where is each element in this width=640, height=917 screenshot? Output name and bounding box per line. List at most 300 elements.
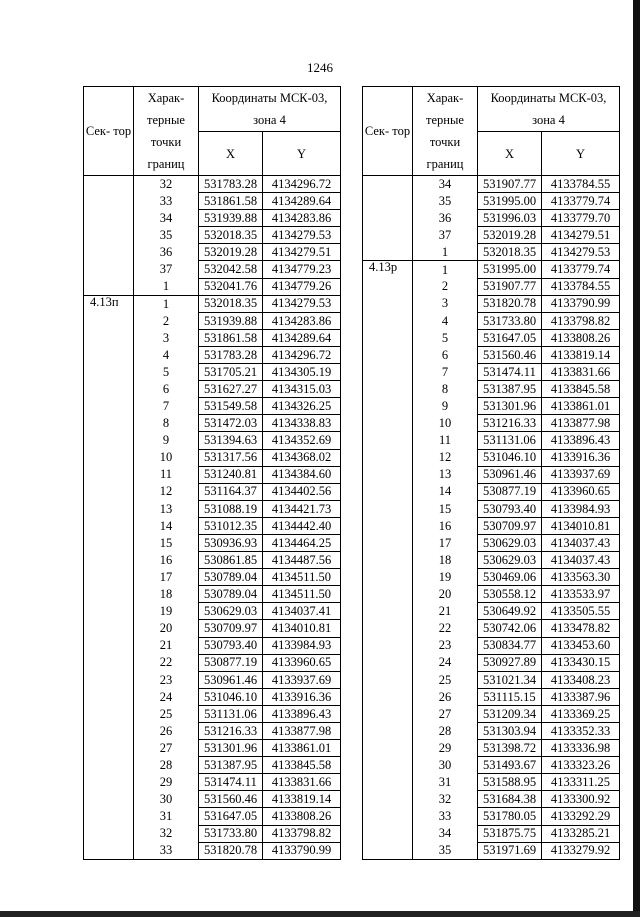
y-coordinate-cell: 4133336.98 (542, 740, 620, 757)
table-row (84, 364, 341, 381)
x-coordinate-cell: 531971.69 (478, 842, 542, 859)
y-coordinate-cell: 4134279.53 (263, 227, 341, 244)
y-coordinate-cell: 4134296.72 (263, 346, 341, 363)
x-coordinate-cell: 530709.97 (199, 620, 263, 637)
x-coordinate-cell: 531474.11 (478, 364, 542, 381)
sector-cell (363, 740, 413, 757)
header-y: Y (263, 132, 341, 176)
sector-cell (84, 671, 134, 688)
point-cell: 25 (413, 671, 478, 688)
table-row (84, 723, 341, 740)
x-coordinate-cell: 530629.03 (478, 534, 542, 551)
x-coordinate-cell: 531560.46 (199, 791, 263, 808)
x-coordinate-cell: 531588.95 (478, 774, 542, 791)
table-row (84, 534, 341, 551)
x-coordinate-cell: 530469.06 (478, 569, 542, 586)
y-coordinate-cell: 4134279.53 (263, 295, 341, 312)
table-row (363, 432, 620, 449)
sector-cell (363, 620, 413, 637)
table-row (84, 842, 341, 859)
sector-cell (363, 432, 413, 449)
table-row (84, 774, 341, 791)
x-coordinate-cell: 531783.28 (199, 346, 263, 363)
y-coordinate-cell: 4133292.29 (542, 808, 620, 825)
sector-cell (84, 620, 134, 637)
sector-cell (84, 603, 134, 620)
header-coords-title: Координаты МСК-03, зона 4 (199, 87, 341, 132)
x-coordinate-cell: 531783.28 (199, 176, 263, 193)
header-points: Харак- терные точки границ (413, 87, 478, 176)
point-cell: 33 (134, 842, 199, 859)
y-coordinate-cell: 4134326.25 (263, 398, 341, 415)
y-coordinate-cell: 4133819.14 (542, 346, 620, 363)
table-row (363, 740, 620, 757)
x-coordinate-cell: 530877.19 (478, 483, 542, 500)
point-cell: 16 (413, 517, 478, 534)
y-coordinate-cell: 4134442.40 (263, 517, 341, 534)
sector-cell (84, 483, 134, 500)
table-row (84, 415, 341, 432)
sector-cell (363, 842, 413, 859)
table-row (363, 808, 620, 825)
table-row (84, 278, 341, 295)
y-coordinate-cell: 4134384.60 (263, 466, 341, 483)
x-coordinate-cell: 530793.40 (478, 500, 542, 517)
y-coordinate-cell: 4134279.51 (542, 227, 620, 244)
sector-cell (84, 740, 134, 757)
x-coordinate-cell: 531317.56 (199, 449, 263, 466)
y-coordinate-cell: 4133784.55 (542, 176, 620, 193)
x-coordinate-cell: 530961.46 (199, 671, 263, 688)
x-coordinate-cell: 531907.77 (478, 176, 542, 193)
header-y: Y (542, 132, 620, 176)
sector-cell (363, 312, 413, 329)
sector-cell (363, 774, 413, 791)
table-row (363, 688, 620, 705)
table-row (363, 261, 620, 278)
point-cell: 8 (413, 381, 478, 398)
sector-cell (84, 398, 134, 415)
y-coordinate-cell: 4134010.81 (542, 517, 620, 534)
sector-cell (363, 364, 413, 381)
point-cell: 11 (134, 466, 199, 483)
x-coordinate-cell: 530927.89 (478, 654, 542, 671)
x-coordinate-cell: 531164.37 (199, 483, 263, 500)
table-row (84, 654, 341, 671)
y-coordinate-cell: 4133877.98 (542, 415, 620, 432)
table-row (84, 757, 341, 774)
y-coordinate-cell: 4134279.51 (263, 244, 341, 261)
header-x: X (478, 132, 542, 176)
sector-cell (84, 654, 134, 671)
sector-cell (363, 244, 413, 261)
point-cell: 1 (134, 278, 199, 295)
y-coordinate-cell: 4133861.01 (542, 398, 620, 415)
y-coordinate-cell: 4133779.74 (542, 261, 620, 278)
sector-cell (363, 500, 413, 517)
x-coordinate-cell: 531820.78 (199, 842, 263, 859)
y-coordinate-cell: 4133779.70 (542, 210, 620, 227)
x-coordinate-cell: 531387.95 (478, 381, 542, 398)
y-coordinate-cell: 4133984.93 (263, 637, 341, 654)
x-coordinate-cell: 531861.58 (199, 329, 263, 346)
point-cell: 37 (134, 261, 199, 278)
sector-cell (363, 466, 413, 483)
sector-cell (363, 398, 413, 415)
sector-cell (84, 842, 134, 859)
point-cell: 6 (413, 346, 478, 363)
y-coordinate-cell: 4133352.33 (542, 723, 620, 740)
point-cell: 17 (134, 569, 199, 586)
x-coordinate-cell: 531907.77 (478, 278, 542, 295)
y-coordinate-cell: 4133937.69 (263, 671, 341, 688)
point-cell: 15 (413, 500, 478, 517)
point-cell: 35 (413, 842, 478, 859)
y-coordinate-cell: 4133831.66 (263, 774, 341, 791)
sector-cell (363, 278, 413, 295)
point-cell: 14 (413, 483, 478, 500)
x-coordinate-cell: 531021.34 (478, 671, 542, 688)
point-cell: 14 (134, 517, 199, 534)
x-coordinate-cell: 532018.35 (199, 227, 263, 244)
table-row (84, 517, 341, 534)
sector-cell (84, 278, 134, 295)
y-coordinate-cell: 4133916.36 (542, 449, 620, 466)
y-coordinate-cell: 4134315.03 (263, 381, 341, 398)
point-cell: 1 (413, 244, 478, 261)
point-cell: 20 (134, 620, 199, 637)
x-coordinate-cell: 531875.75 (478, 825, 542, 842)
point-cell: 34 (134, 210, 199, 227)
table-row (363, 466, 620, 483)
y-coordinate-cell: 4133790.99 (263, 842, 341, 859)
x-coordinate-cell: 531012.35 (199, 517, 263, 534)
sector-cell: 4.13р (363, 261, 413, 278)
header-sector: Сек- тор (363, 87, 413, 176)
table-row (363, 381, 620, 398)
x-coordinate-cell: 530629.03 (199, 603, 263, 620)
y-coordinate-cell: 4134368.02 (263, 449, 341, 466)
table-row (363, 671, 620, 688)
sector-cell (84, 415, 134, 432)
x-coordinate-cell: 531131.06 (199, 705, 263, 722)
table-row (363, 227, 620, 244)
x-coordinate-cell: 530789.04 (199, 586, 263, 603)
y-coordinate-cell: 4133505.55 (542, 603, 620, 620)
table-row (363, 500, 620, 517)
point-cell: 30 (413, 757, 478, 774)
point-cell: 28 (134, 757, 199, 774)
point-cell: 6 (134, 381, 199, 398)
table-row (363, 774, 620, 791)
table-row (84, 261, 341, 278)
table-row (84, 620, 341, 637)
page-number: 1246 (307, 60, 333, 75)
table-row (84, 227, 341, 244)
table-row (363, 483, 620, 500)
table-row (363, 757, 620, 774)
table-row (363, 278, 620, 295)
sector-cell (363, 415, 413, 432)
x-coordinate-cell: 530709.97 (478, 517, 542, 534)
sector-cell (84, 808, 134, 825)
table-row (363, 586, 620, 603)
table-row (363, 842, 620, 859)
x-coordinate-cell: 531046.10 (199, 688, 263, 705)
x-coordinate-cell: 530649.92 (478, 603, 542, 620)
point-cell: 10 (413, 415, 478, 432)
x-coordinate-cell: 531474.11 (199, 774, 263, 791)
sector-cell (84, 757, 134, 774)
y-coordinate-cell: 4134037.43 (542, 552, 620, 569)
sector-cell (84, 381, 134, 398)
table-row (363, 398, 620, 415)
point-cell: 5 (134, 364, 199, 381)
y-coordinate-cell: 4134283.86 (263, 312, 341, 329)
table-row (84, 176, 341, 193)
sector-cell (363, 654, 413, 671)
sector-cell (363, 637, 413, 654)
y-coordinate-cell: 4133937.69 (542, 466, 620, 483)
point-cell: 27 (413, 705, 478, 722)
sector-cell (84, 569, 134, 586)
point-cell: 13 (413, 466, 478, 483)
point-cell: 32 (134, 825, 199, 842)
x-coordinate-cell: 531549.58 (199, 398, 263, 415)
sector-cell (363, 227, 413, 244)
x-coordinate-cell: 531733.80 (478, 312, 542, 329)
y-coordinate-cell: 4134283.86 (263, 210, 341, 227)
y-coordinate-cell: 4133960.65 (263, 654, 341, 671)
sector-cell (363, 295, 413, 312)
point-cell: 34 (413, 825, 478, 842)
x-coordinate-cell: 531995.00 (478, 261, 542, 278)
table-row (363, 346, 620, 363)
y-coordinate-cell: 4134511.50 (263, 586, 341, 603)
x-coordinate-cell: 531861.58 (199, 193, 263, 210)
point-cell: 26 (134, 723, 199, 740)
table-row (363, 534, 620, 551)
sector-cell (84, 517, 134, 534)
table-row (84, 671, 341, 688)
y-coordinate-cell: 4134010.81 (263, 620, 341, 637)
sector-cell (84, 500, 134, 517)
table-row (363, 244, 620, 261)
sector-cell (363, 534, 413, 551)
sector-cell (84, 364, 134, 381)
table-row (84, 552, 341, 569)
point-cell: 31 (134, 808, 199, 825)
y-coordinate-cell: 4133877.98 (263, 723, 341, 740)
sector-cell (363, 449, 413, 466)
y-coordinate-cell: 4133896.43 (263, 705, 341, 722)
right-table-body (363, 176, 620, 860)
x-coordinate-cell: 530558.12 (478, 586, 542, 603)
x-coordinate-cell: 531301.96 (478, 398, 542, 415)
table-row (84, 603, 341, 620)
y-coordinate-cell: 4133311.25 (542, 774, 620, 791)
point-cell: 17 (413, 534, 478, 551)
header-sector: Сек- тор (84, 87, 134, 176)
y-coordinate-cell: 4133798.82 (542, 312, 620, 329)
sector-cell (363, 586, 413, 603)
y-coordinate-cell: 4133279.92 (542, 842, 620, 859)
sector-cell (363, 569, 413, 586)
point-cell: 31 (413, 774, 478, 791)
sector-cell (84, 466, 134, 483)
point-cell: 4 (134, 346, 199, 363)
sector-cell (84, 552, 134, 569)
x-coordinate-cell: 532042.58 (199, 261, 263, 278)
y-coordinate-cell: 4134511.50 (263, 569, 341, 586)
point-cell: 21 (134, 637, 199, 654)
y-coordinate-cell: 4134279.53 (542, 244, 620, 261)
point-cell: 29 (134, 774, 199, 791)
y-coordinate-cell: 4133430.15 (542, 654, 620, 671)
x-coordinate-cell: 531301.96 (199, 740, 263, 757)
table-row (363, 176, 620, 193)
table-row (84, 398, 341, 415)
table-row (84, 483, 341, 500)
table-row (84, 825, 341, 842)
table-row (84, 466, 341, 483)
point-cell: 37 (413, 227, 478, 244)
y-coordinate-cell: 4133845.58 (263, 757, 341, 774)
table-row (363, 791, 620, 808)
point-cell: 35 (134, 227, 199, 244)
point-cell: 34 (413, 176, 478, 193)
sector-cell (363, 688, 413, 705)
y-coordinate-cell: 4134037.43 (542, 534, 620, 551)
sector-cell (363, 193, 413, 210)
x-coordinate-cell: 530936.93 (199, 534, 263, 551)
sector-cell (84, 329, 134, 346)
x-coordinate-cell: 532018.35 (478, 244, 542, 261)
sector-cell (363, 603, 413, 620)
sector-cell (84, 261, 134, 278)
point-cell: 12 (134, 483, 199, 500)
x-coordinate-cell: 531046.10 (478, 449, 542, 466)
y-coordinate-cell: 4133819.14 (263, 791, 341, 808)
x-coordinate-cell: 532018.35 (199, 295, 263, 312)
y-coordinate-cell: 4133779.74 (542, 193, 620, 210)
sector-cell: 4.13п (84, 295, 134, 312)
sector-cell (363, 671, 413, 688)
y-coordinate-cell: 4134289.64 (263, 329, 341, 346)
y-coordinate-cell: 4133285.21 (542, 825, 620, 842)
table-row (363, 193, 620, 210)
point-cell: 22 (134, 654, 199, 671)
y-coordinate-cell: 4134037.41 (263, 603, 341, 620)
y-coordinate-cell: 4134421.73 (263, 500, 341, 517)
table-row (363, 295, 620, 312)
x-coordinate-cell: 531560.46 (478, 346, 542, 363)
point-cell: 7 (134, 398, 199, 415)
y-coordinate-cell: 4133453.60 (542, 637, 620, 654)
x-coordinate-cell: 531939.88 (199, 210, 263, 227)
y-coordinate-cell: 4133861.01 (263, 740, 341, 757)
point-cell: 24 (134, 688, 199, 705)
table-row (84, 210, 341, 227)
table-row (84, 688, 341, 705)
table-row (363, 654, 620, 671)
x-coordinate-cell: 531240.81 (199, 466, 263, 483)
point-cell: 32 (134, 176, 199, 193)
y-coordinate-cell: 4134338.83 (263, 415, 341, 432)
sector-cell (363, 705, 413, 722)
sector-cell (84, 176, 134, 193)
point-cell: 32 (413, 791, 478, 808)
point-cell: 9 (413, 398, 478, 415)
point-cell: 8 (134, 415, 199, 432)
header-points: Харак- терные точки границ (134, 87, 199, 176)
sector-cell (363, 210, 413, 227)
point-cell: 27 (134, 740, 199, 757)
sector-cell (84, 791, 134, 808)
x-coordinate-cell: 531216.33 (199, 723, 263, 740)
table-row (363, 552, 620, 569)
x-coordinate-cell: 532019.28 (199, 244, 263, 261)
x-coordinate-cell: 531820.78 (478, 295, 542, 312)
sector-cell (84, 637, 134, 654)
x-coordinate-cell: 530789.04 (199, 569, 263, 586)
x-coordinate-cell: 531995.00 (478, 193, 542, 210)
table-row (363, 449, 620, 466)
y-coordinate-cell: 4133808.26 (263, 808, 341, 825)
table-row (363, 569, 620, 586)
coordinates-table-right (362, 86, 620, 860)
point-cell: 10 (134, 449, 199, 466)
x-coordinate-cell: 531996.03 (478, 210, 542, 227)
y-coordinate-cell: 4133387.96 (542, 688, 620, 705)
coordinates-table-left (83, 86, 341, 860)
sector-cell (84, 449, 134, 466)
x-coordinate-cell: 532019.28 (478, 227, 542, 244)
y-coordinate-cell: 4133563.30 (542, 569, 620, 586)
sector-cell (84, 705, 134, 722)
x-coordinate-cell: 531472.03 (199, 415, 263, 432)
point-cell: 18 (413, 552, 478, 569)
x-coordinate-cell: 531493.67 (478, 757, 542, 774)
x-coordinate-cell: 531303.94 (478, 723, 542, 740)
sector-cell (84, 825, 134, 842)
x-coordinate-cell: 531088.19 (199, 500, 263, 517)
table-row (84, 312, 341, 329)
point-cell: 36 (413, 210, 478, 227)
point-cell: 35 (413, 193, 478, 210)
table-row (84, 637, 341, 654)
sector-cell (363, 723, 413, 740)
point-cell: 23 (413, 637, 478, 654)
x-coordinate-cell: 531939.88 (199, 312, 263, 329)
sector-cell (84, 312, 134, 329)
y-coordinate-cell: 4133798.82 (263, 825, 341, 842)
scan-edge-bottom (0, 911, 640, 917)
x-coordinate-cell: 531131.06 (478, 432, 542, 449)
x-coordinate-cell: 530793.40 (199, 637, 263, 654)
point-cell: 22 (413, 620, 478, 637)
point-cell: 16 (134, 552, 199, 569)
sector-cell (84, 432, 134, 449)
header-x: X (199, 132, 263, 176)
point-cell: 3 (134, 329, 199, 346)
point-cell: 2 (413, 278, 478, 295)
point-cell: 3 (413, 295, 478, 312)
point-cell: 12 (413, 449, 478, 466)
y-coordinate-cell: 4134305.19 (263, 364, 341, 381)
sector-cell (363, 329, 413, 346)
y-coordinate-cell: 4133300.92 (542, 791, 620, 808)
